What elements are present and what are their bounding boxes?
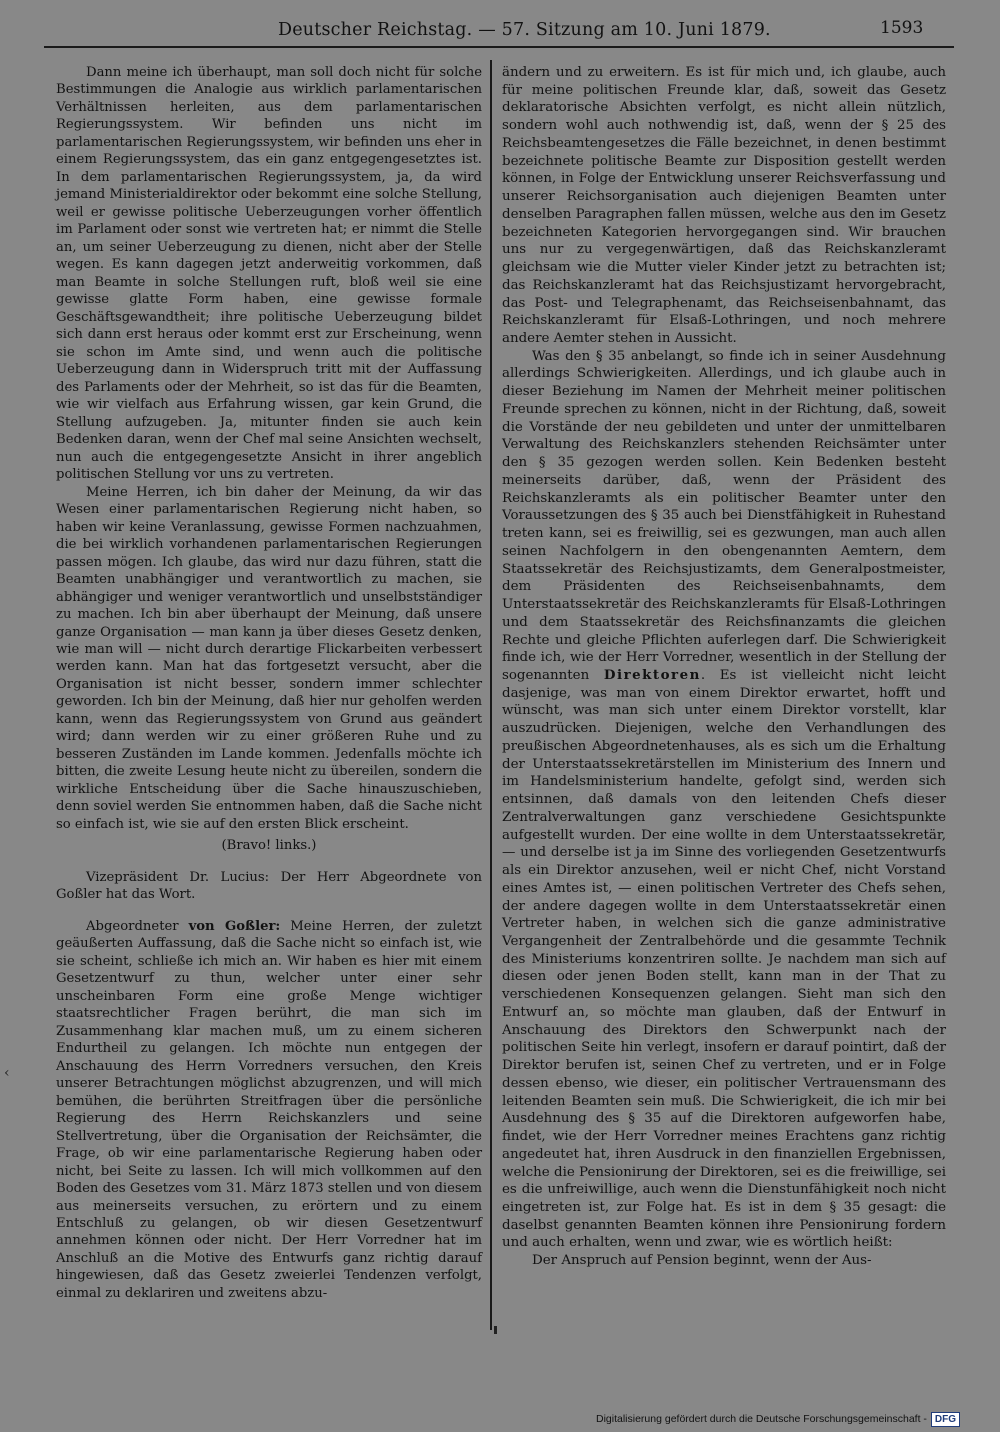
paragraph-text: Was den § 35 anbelangt, so finde ich in seiner Ausdehnung allerdings Schwierigkeiten. Allerdings, und ich glaube auch in dieser Beziehung im Namen der Mehrheit meiner politischen Freunde sprechen zu können, nicht in der Richtung, daß, soweit die Vorstände der neu gebildeten und unter der unmittelbaren Verwaltung des Reichskanzlers stehenden Reichsämter unter den § 35 gezogen werden sollen. Kein Bedenken besteht meinerseits darüber, daß, wenn der Präsident des Reichskanzleramts als ein politischer Beamter unter den Voraussetzungen des § 35 auch bei Dienstfähigkeit in Ruhestand treten kann, sei es freiwillig, sei es gezwungen, man auch allen seinen Nachfolgern in den obengenannten Aemtern, dem Staatssekretär des Reichsjustizamts, dem Generalpostmeister, dem Präsidenten des Reichseisenbahnamts, dem Unterstaatssekretär des Reichskanzleramts für Elsaß-Lothringen und dem Staatssekretär des Reichsfinanzamts die gleichen Rechte und gleiche Pflichten auferlegen darf. Die Schwierigkeit finde ich, wie der Herr Vorredner, wesentlich in der Stellung der sogenannten	[502, 348, 946, 683]
speaker-paragraph-gossler	[56, 918, 482, 1303]
emphasis-term: Direktoren	[603, 666, 701, 683]
paragraph: Dann meine ich überhaupt, man soll doch nicht für solche Bestimmungen die Analogie aus wirklich parlamentarischen Verhältnissen herleiten, aus dem parlamentarischen Regierungssystem. Wir befinden uns nicht im parlamentarischen Regierungssystem, wir befinden uns eher in einem Regierungssystem, das ein ganz entgegengesetztes ist. In dem parlamentarischen Regierungssystem, ja, da wird jemand Ministerialdirektor oder bekommt eine solche Stellung, weil er gewisse politische Ueberzeugungen vorher öffentlich im Parlament oder sonst wie vertreten hat; er nimmt die Stelle an, um seiner Ueberzeugung zu dienen, nicht aber der Stelle wegen. Es kann dagegen jetzt anderweitig vorkommen, daß man Beamte in solche Stellungen ruft, bloß weil sie eine gewisse glatte Form haben, eine gewisse formale Geschäftsgewandtheit; ihre politische Ueberzeugung bildet sich dann erst heraus oder kommt erst zur Erscheinung, wenn sie schon im Amte sind, und wenn auch die politische Ueberzeugung dann in Widerspruch tritt mit der Auffassung des Parlaments oder der Mehrheit, so ist das für die Beamten, wie wir vielfach aus Erfahrung wissen, gar kein Grund, die Stellung aufzugeben. Ja, mitunter finden sie auch kein Bedenken daran, wenn der Chef mal seine Ansichten wechselt, nun auch die entgegengesetzte Ansicht in ihrer angeblich politischen Stellung vor uns zu vertreten.	[56, 65, 482, 483]
paragraph: ändern und zu erweitern. Es ist für mich und, ich glaube, auch für meine politischen Freunde klar, daß, soweit das Gesetz deklaratorische Absichten verfolgt, es nicht allein nützlich, sondern wohl auch nothwendig ist, daß, wenn der § 25 des Reichsbeamtengesetzes die Fälle bezeichnet, in denen bestimmt bezeichnete politische Beamte zur Disposition gestellt werden können, in Folge der Entwicklung unserer Reichsverfassung und unserer Reichsorganisation auch diejenigen Beamten unter denselben Paragraphen fallen müssen, welche aus den im Gesetz bezeichneten Kategorien hervorgegangen sind. Wir brauchen uns nur zu vergegenwärtigen, daß das Reichskanzleramt gleichsam wie die Mutter vieler Kinder jetzt zu betrachten ist; das Reichskanzleramt hat das Reichsjustizamt hervorgebracht, das Post- und Telegraphenamt, das Reichseisenbahnamt, das Reichskanzleramt für Elsaß-Lothringen, und noch mehrere andere Aemter stehen in Aussicht.	[502, 65, 946, 347]
footer-text: Digitalisierung gefördert durch die Deutsche Forschungsgemeinschaft -	[596, 1413, 927, 1425]
paragraph-text: . Es ist vielleicht nicht leicht dasjenige, was man von einem Direktor erwartet, hofft und wünscht, was man sich unter einem Direktor vorstellt, klar auszudrücken. Diejenigen, welche den Verhandlungen des preußischen Abgeordnetenhauses, als es sich um die Erhaltung der Unterstaatssekretärstellen im Ministerium des Innern und im Handelsministerium handelte, gefolgt sind, werden sich entsinnen, daß damals von den leitenden Chefs dieser Zentralverwaltungen ganz verschiedene Gesichtspunkte aufgestellt wurden. Der eine wollte in dem Unterstaatssekretär, — und derselbe ist ja im Sinne des vorliegenden Gesetzentwurfs als ein Direktor anzusehen, weil er nicht Chef, nicht Vorstand eines Amtes ist, — einen politischen Vertreter des Chefs sehen, der andere dagegen wollte in dem Unterstaatssekretär einen Vertreter haben, in welchen sich die ganze administrative Vergangenheit der Zentralbehörde und die gesammte Technik des Ministeriums konzentriren sollte. Je nachdem man sich auf diesen oder jenen Boden stellt, kann man in der That zu verschiedenen Konsequenzen gelangen. Sieht man sich den Entwurf an, so möchte man glauben, daß der Entwurf in Anschauung des Direktors den Schwerpunkt nach der politischen Seite hin verlegt, insofern er darauf pointirt, daß der Direktor berufen ist, seinen Chef zu vertreten, und er in Folge dessen ebenso, wie dieser, ein politischer Vertrauensmann des leitenden Beamten sein muß. Die Schwierigkeit, die ich mir bei Ausdehnung des § 35 auf die Direktoren aufgeworfen habe, findet, wie der Herr Vorredner meines Erachtens ganz richtig angedeutet hat, ihren Ausdruck in den finanziellen Ergebnissen, welche die Pensionirung der Direktoren, sei es die freiwillige, sei es die unfreiwillige, auch wenn die Dienstunfähigkeit noch nicht eingetreten ist, zur Folge hat. Es ist in dem § 35 gesagt: die daselbst genannten Beamten können ihre Pensionirung fordern und auch erhalten, wenn und zwar, wie es wörtlich heißt:	[502, 667, 946, 1251]
header-rule	[44, 46, 954, 48]
divider-tick	[494, 1326, 497, 1334]
page-header	[0, 14, 1000, 48]
speech-text: Meine Herren, der zuletzt geäußerten Auffassung, daß die Sache nicht so einfach ist, wie sie scheint, schließe ich mich an. Wir haben es hier mit einem Gesetzentwurf zu thun, welcher unter einer sehr unscheinbaren Form eine große Menge wichtiger staatsrechtlicher Fragen berührt, die man sich im Zusammenhang klar machen muß, um zu einem sicheren Endurtheil zu gelangen. Ich möchte nun entgegen der Anschauung des Herrn Vorredners versuchen, den Kreis unserer Betrachtungen möglichst abzugrenzen, und will mich bemühen, die berührten Streitfragen über die persönliche Regierung des Herrn Reichskanzlers und seine Stellvertretung, über die Organisation der Reichsämter, die Frage, ob wir eine parlamentarische Regierung haben oder nicht, bei Seite zu lassen. Ich will mich vollkommen auf den Boden des Gesetzes vom 31. März 1873 stellen und von diesem aus meinerseits versuchen, zu erörtern und zu einem Entschluß zu gelangen, ob wir diesen Gesetzentwurf annehmen können oder nicht. Der Herr Vorredner hat im Anschluß an die Motive des Entwurfs ganz richtig darauf hingewiesen, daß das Gesetz zweierlei Tendenzen verfolgt, einmal zu deklariren und zweitens abzu-	[56, 918, 482, 1301]
applause-note: (Bravo! links.)	[221, 838, 317, 854]
margin-mark: ‹	[4, 1065, 10, 1081]
left-column	[56, 64, 482, 1302]
footer-credit	[596, 1411, 960, 1427]
column-divider	[490, 60, 492, 1330]
paragraph	[502, 348, 946, 1252]
page-number: 1593	[880, 18, 924, 38]
speaker-paragraph-vicepresident	[56, 869, 482, 904]
speaker-prefix: Abgeordneter	[86, 918, 189, 934]
header-title: Deutscher Reichstag. — 57. Sitzung am 10. Juni 1879.	[278, 20, 771, 40]
speech-text: Der Herr Abgeordnete von Goßler hat das Wort.	[56, 869, 482, 903]
right-column	[502, 64, 946, 1270]
paragraph: Der Anspruch auf Pension beginnt, wenn der Aus-	[532, 1253, 872, 1269]
paragraph: Meine Herren, ich bin daher der Meinung, da wir das Wesen einer parlamentarischen Regierung nicht haben, so haben wir keine Veranlassung, gewisse Formen nachzuahmen, die bei wirklich vorhandenen parlamentarischen Regierungen passen mögen. Ich glaube, das wird nur dazu führen, statt die Beamten unabhängiger und verantwortlich zu machen, sie abhängiger und weniger verantwortlich und unselbstständiger zu machen. Ich bin aber überhaupt der Meinung, daß unsere ganze Organisation — man kann ja über dieses Gesetz denken, wie man will — nicht durch derartige Flickarbeiten verbessert werden kann. Man hat das fortgesetzt versucht, aber die Organisation ist nicht besser, sondern immer schlechter geworden. Ich bin der Meinung, daß hier nur geholfen werden kann, wenn das Regierungssystem von Grund aus geändert wird; dann werden wir zu einer größeren Ruhe und zu besseren Zuständen im Lande kommen. Jedenfalls möchte ich bitten, die zweite Lesung heute nicht zu übereilen, sondern die wirkliche Entscheidung über die Sache hinauszuschieben, denn soviel werden Sie entnommen haben, daß die Sache nicht so einfach ist, wie sie auf den ersten Blick erscheint.	[56, 484, 482, 832]
dfg-logo: DFG	[931, 1412, 960, 1427]
speaker-name: von Goßler:	[188, 918, 281, 934]
speaker-name: Vizepräsident Dr. Lucius:	[86, 869, 270, 885]
